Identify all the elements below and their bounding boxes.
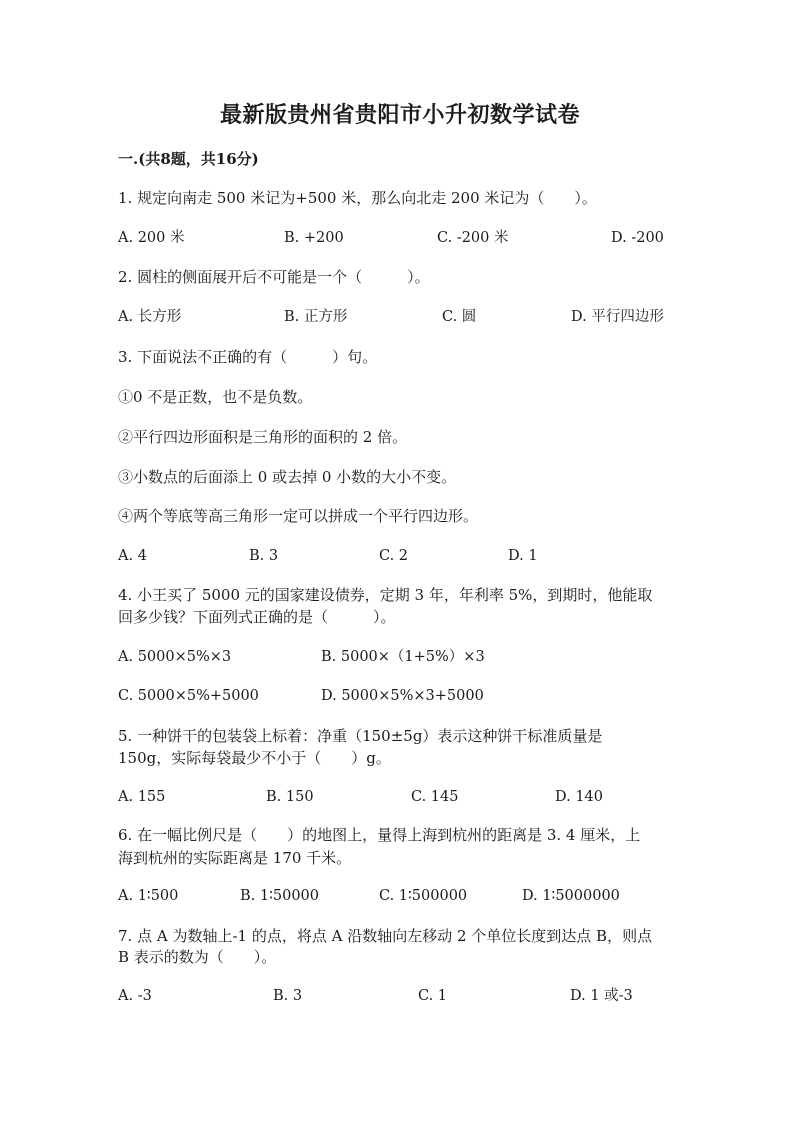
page-title: 最新版贵州省贵阳市小升初数学试卷	[219, 102, 580, 128]
question-1-option-b: B. +200	[284, 230, 344, 246]
question-5-option-d: D. 140	[555, 789, 604, 805]
question-1-option-c: C. -200 米	[437, 230, 509, 246]
question-3-statement-3: ③小数点的后面添上 0 或去掉 0 小数的大小不变。	[118, 468, 457, 486]
question-5-option-c: C. 145	[411, 789, 459, 805]
question-4-stem-line-2: 回多少钱？下面列式正确的是（ ）。	[118, 608, 396, 626]
question-2-stem: 2. 圆柱的侧面展开后不可能是一个（ ）。	[118, 268, 430, 286]
question-4-option-a: A. 5000×5%×3	[118, 649, 232, 665]
question-3-statement-4: ④两个等底等高三角形一定可以拼成一个平行四边形。	[118, 507, 479, 525]
section-heading: 一.(共8题，共16分)	[118, 150, 259, 168]
question-6-stem-line-2: 海到杭州的实际距离是 170 千米。	[118, 849, 352, 867]
question-1-stem: 1. 规定向南走 500 米记为+500 米，那么向北走 200 米记为（ ）。	[118, 189, 597, 207]
question-7-option-b: B. 3	[273, 988, 303, 1004]
question-7-stem-line-2: B 表示的数为（ ）。	[118, 948, 277, 966]
question-6-stem-line-1: 6. 在一幅比例尺是（ ）的地图上，量得上海到杭州的距离是 3. 4 厘米，上	[118, 826, 641, 844]
question-1-option-d: D. -200	[611, 230, 664, 246]
question-2-option-a: A. 长方形	[118, 309, 182, 325]
question-6-option-d: D. 1∶5000000	[522, 888, 620, 904]
question-3-statement-1: ①0 不是正数，也不是负数。	[118, 388, 313, 406]
question-5-stem-line-1: 5. 一种饼干的包装袋上标着：净重（150±5g）表示这种饼干标准质量是	[118, 727, 603, 745]
question-6-option-b: B. 1∶50000	[240, 888, 319, 904]
question-7-option-d: D. 1 或-3	[570, 988, 633, 1004]
question-3-option-c: C. 2	[379, 548, 409, 564]
question-7-stem-line-1: 7. 点 A 为数轴上-1 的点，将点 A 沿数轴向左移动 2 个单位长度到达点 B，则点	[118, 927, 653, 945]
question-3-option-d: D. 1	[508, 548, 538, 564]
question-3-option-a: A. 4	[118, 548, 147, 564]
question-2-option-d: D. 平行四边形	[571, 309, 664, 325]
question-1-option-a: A. 200 米	[118, 230, 185, 246]
question-6-option-a: A. 1∶500	[118, 888, 179, 904]
question-4-stem-line-1: 4. 小王买了 5000 元的国家建设债券，定期 3 年，年利率 5%，到期时，他能取	[118, 586, 653, 604]
question-3-option-b: B. 3	[249, 548, 279, 564]
question-5-option-a: A. 155	[118, 789, 166, 805]
question-7-option-a: A. -3	[118, 988, 152, 1004]
question-3-statement-2: ②平行四边形面积是三角形的面积的 2 倍。	[118, 428, 408, 446]
question-3-stem: 3. 下面说法不正确的有（ ）句。	[118, 348, 378, 366]
question-5-option-b: B. 150	[266, 789, 314, 805]
question-2-option-c: C. 圆	[442, 309, 477, 325]
question-4-option-b: B. 5000×（1+5%）×3	[321, 649, 485, 665]
question-4-option-d: D. 5000×5%×3+5000	[321, 688, 484, 704]
question-7-option-c: C. 1	[418, 988, 448, 1004]
question-5-stem-line-2: 150g，实际每袋最少不小于（ ）g。	[118, 749, 391, 767]
question-6-option-c: C. 1∶500000	[379, 888, 468, 904]
question-4-option-c: C. 5000×5%+5000	[118, 688, 259, 704]
question-2-option-b: B. 正方形	[284, 309, 348, 325]
